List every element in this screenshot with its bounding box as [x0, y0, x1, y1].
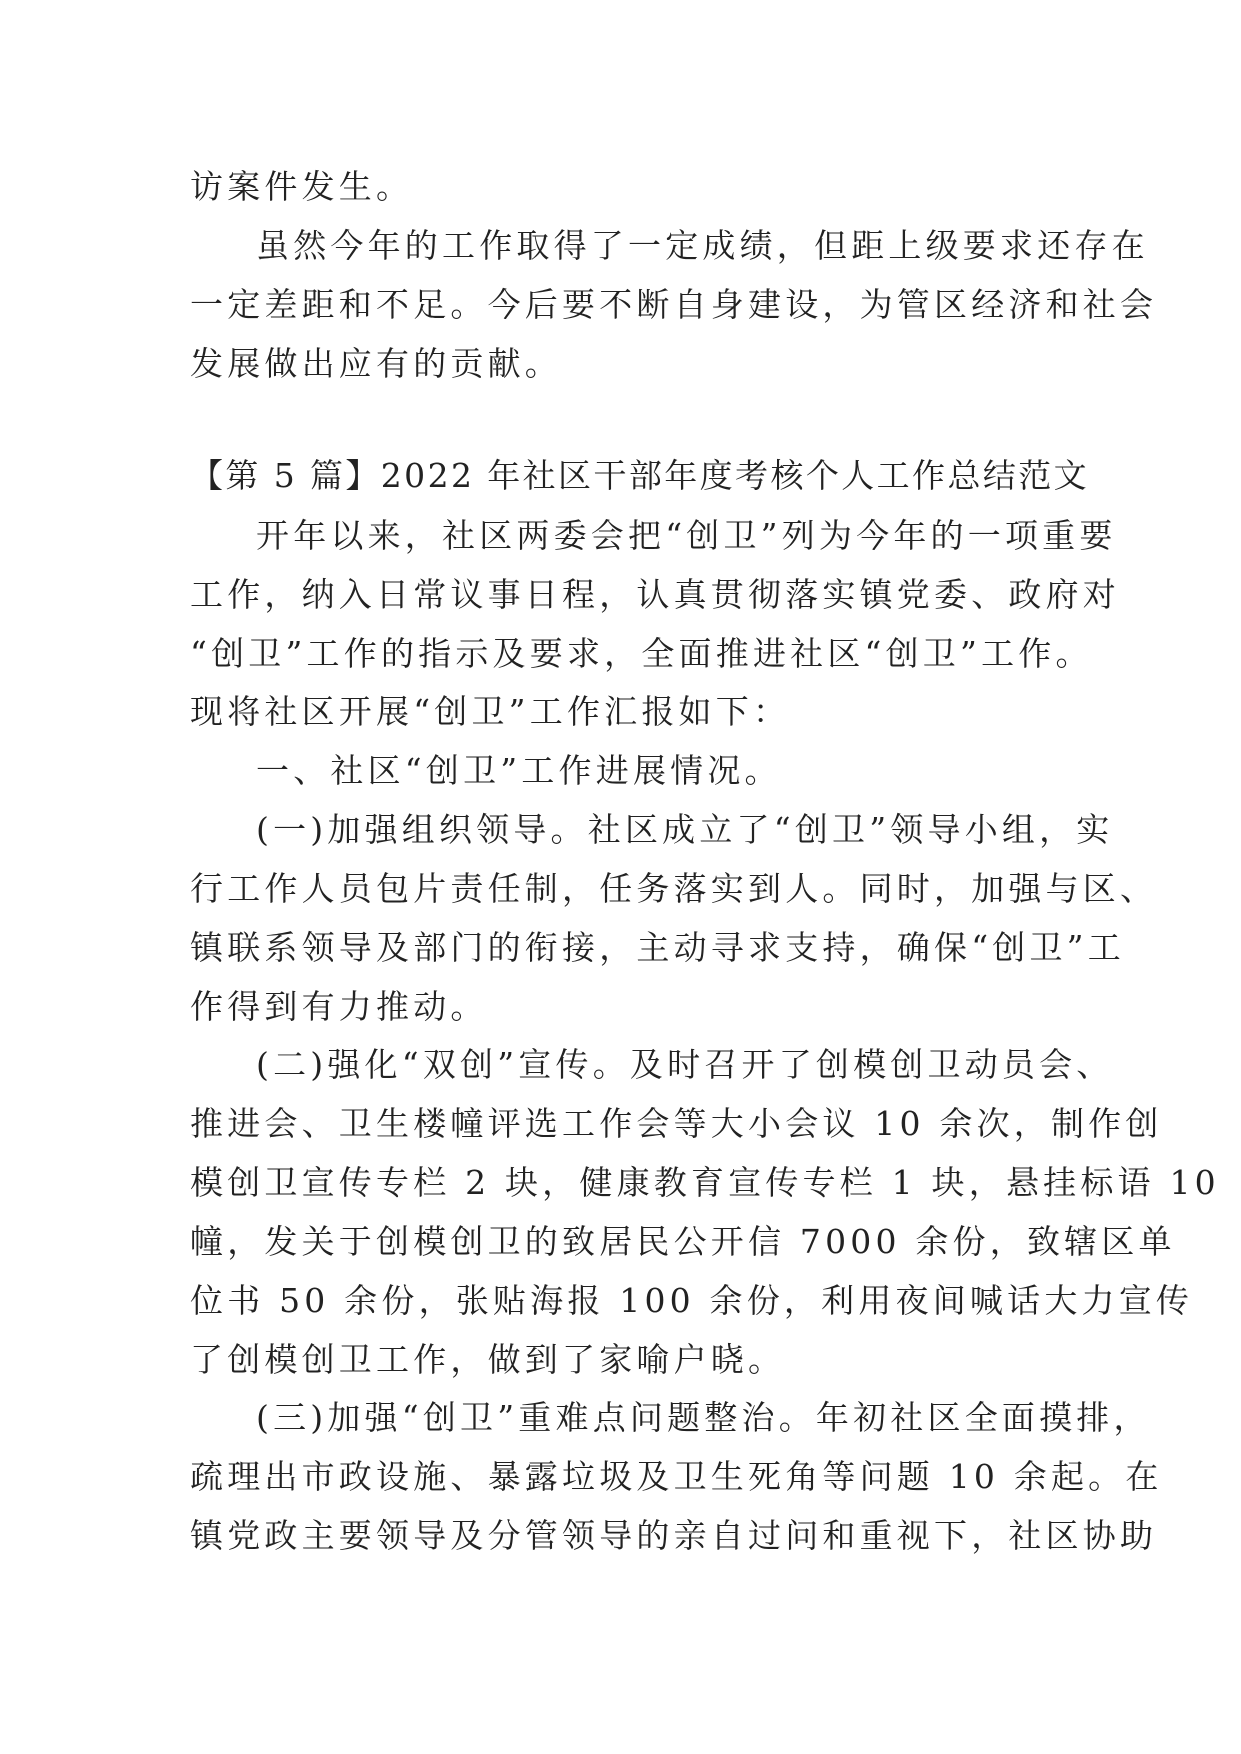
body-text-line: “创卫”工作的指示及要求，全面推进社区“创卫”工作。 [190, 634, 1093, 673]
section-heading: 【第 5 篇】2022 年社区干部年度考核个人工作总结范文 [190, 456, 1090, 495]
body-text-line: 工作，纳入日常议事日程，认真贯彻落实镇党委、政府对 [190, 575, 1120, 614]
body-text-line: 镇联系领导及部门的衔接，主动寻求支持，确保“创卫”工 [190, 928, 1125, 967]
body-text-line: 作得到有力推动。 [190, 987, 488, 1026]
body-text-line: 推进会、卫生楼幢评选工作会等大小会议 10 余次，制作创 [190, 1104, 1163, 1143]
body-text-line: 虽然今年的工作取得了一定成绩，但距上级要求还存在 [256, 226, 1149, 265]
body-text-line: (一)加强组织领导。社区成立了“创卫”领导小组，实 [256, 810, 1114, 849]
body-text-line: 疏理出市政设施、暴露垃圾及卫生死角等问题 10 余起。在 [190, 1457, 1163, 1496]
body-text-line: (三)加强“创卫”重难点问题整治。年初社区全面摸排， [256, 1398, 1151, 1437]
body-text-line: 现将社区开展“创卫”工作汇报如下： [190, 692, 791, 731]
body-text-line: 发展做出应有的贡献。 [190, 344, 562, 383]
body-text-line: 模创卫宣传专栏 2 块，健康教育宣传专栏 1 块，悬挂标语 10 [190, 1163, 1220, 1202]
body-text-line: 开年以来，社区两委会把“创卫”列为今年的一项重要 [256, 516, 1117, 555]
body-text-line: 一定差距和不足。今后要不断自身建设，为管区经济和社会 [190, 285, 1158, 324]
subheading: 一、社区“创卫”工作进展情况。 [256, 751, 782, 790]
body-text-line: 位书 50 余份，张贴海报 100 余份，利用夜间喊话大力宣传 [190, 1281, 1194, 1320]
body-text-line: (二)强化“双创”宣传。及时召开了创模创卫动员会、 [256, 1045, 1114, 1084]
body-text-line: 行工作人员包片责任制，任务落实到人。同时，加强与区、 [190, 869, 1158, 908]
body-text-line: 镇党政主要领导及分管领导的亲自过问和重视下，社区协助 [190, 1516, 1158, 1555]
body-text-line: 了创模创卫工作，做到了家喻户晓。 [190, 1340, 786, 1379]
body-text-line: 访案件发生。 [190, 167, 414, 206]
body-text-line: 幢，发关于创模创卫的致居民公开信 7000 余份，致辖区单 [190, 1222, 1176, 1261]
